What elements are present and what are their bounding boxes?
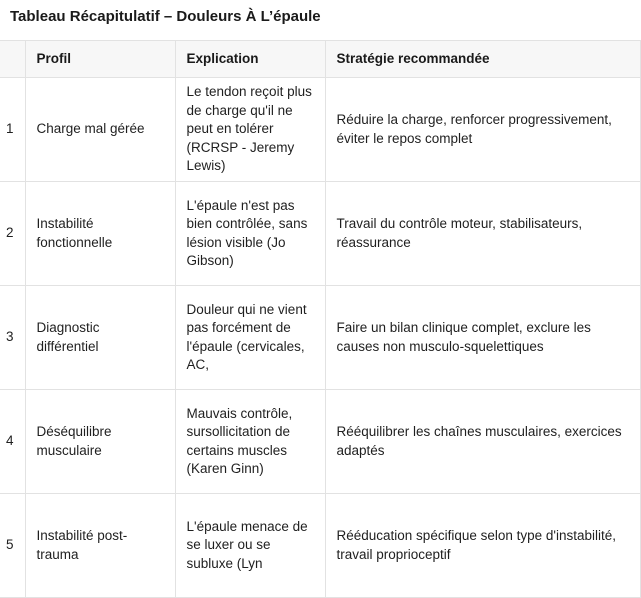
column-header-explication: Explication xyxy=(175,41,325,78)
table-row xyxy=(0,494,640,598)
column-header-number xyxy=(0,41,25,78)
profil-cell: Diagnostic différentiel xyxy=(25,286,175,390)
table-row xyxy=(0,182,640,286)
strategie-cell: Rééquilibrer les chaînes musculaires, exercices adaptés xyxy=(325,390,640,494)
explication-text: Le tendon reçoit plus de charge qu'il ne peut en tolérer (RCRSP - Jeremy Lewis) xyxy=(186,84,312,174)
row-number: 3 xyxy=(0,286,25,390)
page-title: Tableau Récapitulatif – Douleurs À L’épaule xyxy=(10,8,321,25)
profil-cell: Instabilité post-trauma xyxy=(25,494,175,598)
explication-text: L'épaule menace de se luxer ou se subluxe (Lyn xyxy=(186,518,308,571)
strategie-cell: Faire un bilan clinique complet, exclure les causes non musculo-squelettiques xyxy=(325,286,640,390)
profil-cell: Déséquilibre musculaire xyxy=(25,390,175,494)
explication-text: Douleur qui ne vient pas forcément de l'épaule (cervicales, AC, xyxy=(186,301,307,372)
explication-text: L'épaule n'est pas bien contrôlée, sans lésion visible (Jo Gibson) xyxy=(186,197,308,268)
strategie-cell: Rééducation spécifique selon type d'instabilité, travail proprioceptif xyxy=(325,494,640,598)
row-number: 2 xyxy=(0,182,25,286)
row-number: 5 xyxy=(0,494,25,598)
summary-table-container[interactable] xyxy=(0,40,622,571)
explication-text: Mauvais contrôle, sursollicitation de certains muscles (Karen Ginn) xyxy=(186,405,293,476)
row-number: 1 xyxy=(0,78,25,182)
table-row xyxy=(0,390,640,494)
explication-cell xyxy=(175,494,325,598)
explication-cell xyxy=(175,286,325,390)
explication-cell xyxy=(175,390,325,494)
explication-cell xyxy=(175,182,325,286)
strategie-cell: Travail du contrôle moteur, stabilisateurs, réassurance xyxy=(325,182,640,286)
summary-table xyxy=(0,40,641,598)
column-header-strategie: Stratégie recommandée xyxy=(325,41,640,78)
column-header-profil: Profil xyxy=(25,41,175,78)
profil-cell: Instabilité fonctionnelle xyxy=(25,182,175,286)
explication-cell xyxy=(175,78,325,182)
profil-cell: Charge mal gérée xyxy=(25,78,175,182)
table-header-row xyxy=(0,41,640,78)
table-row xyxy=(0,286,640,390)
strategie-cell: Réduire la charge, renforcer progressivement, éviter le repos complet xyxy=(325,78,640,182)
table-row xyxy=(0,78,640,182)
row-number: 4 xyxy=(0,390,25,494)
